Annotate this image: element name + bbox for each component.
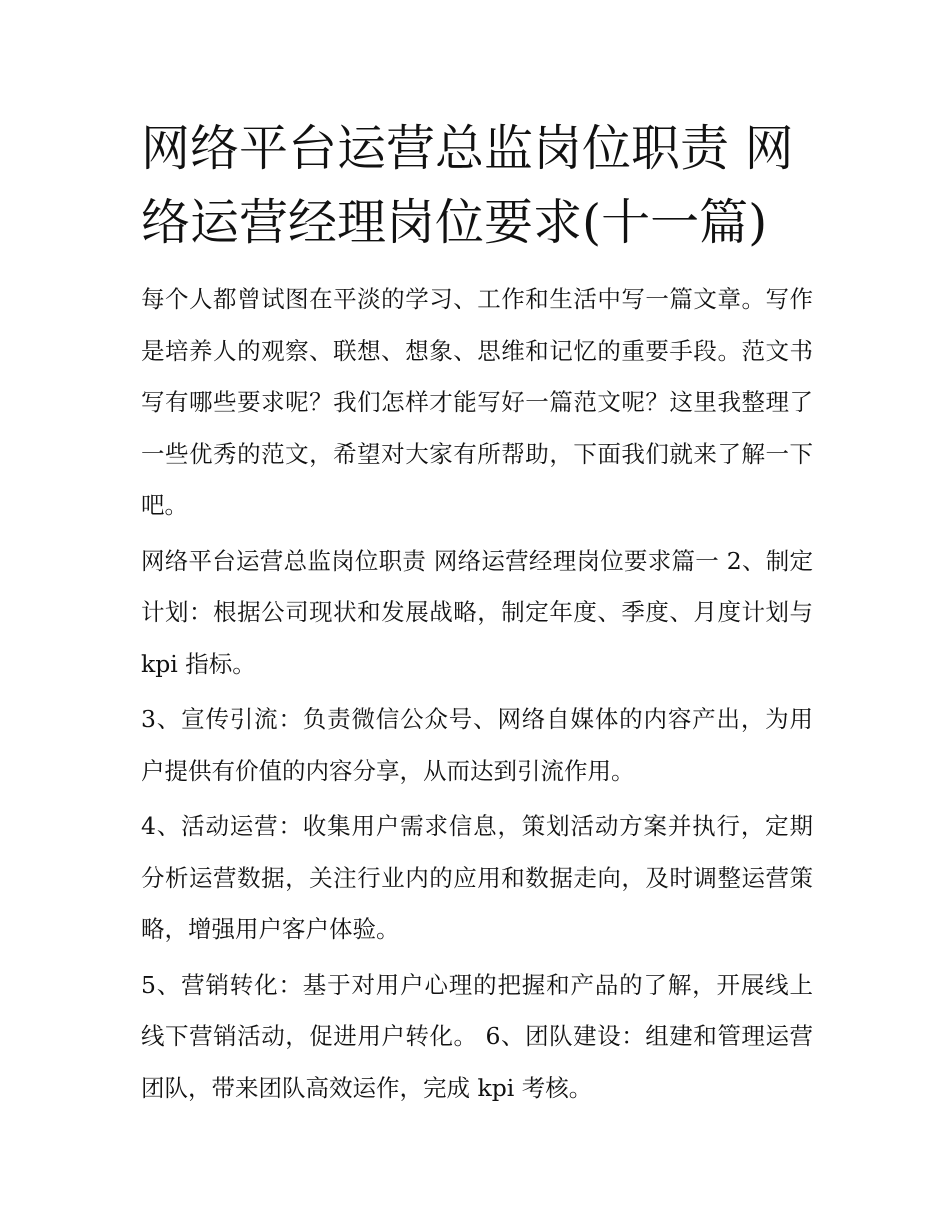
paragraph-planning: 网络平台运营总监岗位职责 网络运营经理岗位要求篇一 2、制定计划：根据公司现状和发展战略，制定年度、季度、月度计划与 kpi 指标。 (141, 546, 813, 678)
paragraph-promotion: 3、宣传引流：负责微信公众号、网络自媒体的内容产出，为用户提供有价值的内容分享，从而达到引流作用。 (141, 705, 813, 785)
paragraph-activity-operations: 4、活动运营：收集用户需求信息，策划活动方案并执行，定期分析运营数据，关注行业内的应用和数据走向，及时调整运营策略，增强用户客户体验。 (141, 812, 813, 943)
document-title: 网络平台运营总监岗位职责 网络运营经理岗位要求(十一篇) (141, 120, 794, 251)
document-page (141, 112, 813, 1118)
intro-paragraph: 每个人都曾试图在平淡的学习、工作和生活中写一篇文章。写作是培养人的观察、联想、想象、思维和记忆的重要手段。范文书写有哪些要求呢？我们怎样才能写好一篇范文呢？这里我整理了一些优秀的范文，希望对大家有所帮助，下面我们就来了解一下吧。 (141, 285, 813, 519)
paragraph-marketing-team: 5、营销转化：基于对用户心理的把握和产品的了解，开展线上线下营销活动，促进用户转化。 6、团队建设：组建和管理运营团队，带来团队高效运作，完成 kpi 考核。 (141, 970, 813, 1102)
